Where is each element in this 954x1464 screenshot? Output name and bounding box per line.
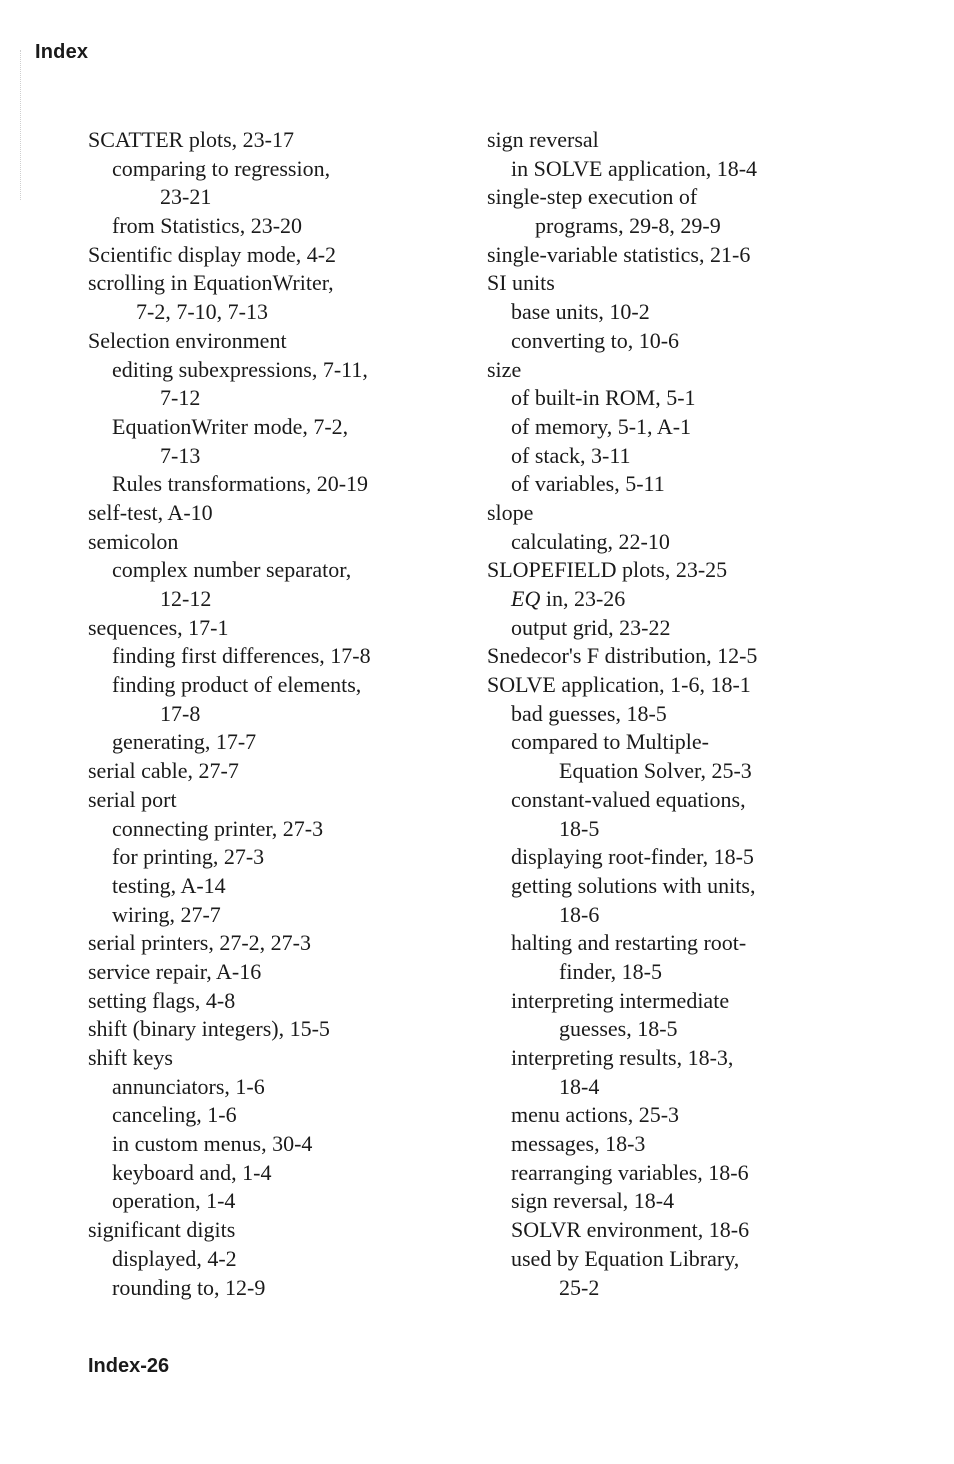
index-entry: serial port xyxy=(88,786,177,812)
index-entry: shift keys xyxy=(88,1045,173,1070)
page-number: Index-26 xyxy=(88,1355,170,1377)
index-entry: Scientific display mode, 4-2 xyxy=(88,241,337,267)
index-entry: constant-valued equations, xyxy=(511,786,746,812)
index-entry: connecting printer, 27-3 xyxy=(112,815,324,841)
index-entry: Rules transformations, 20-19 xyxy=(112,471,369,497)
index-entry: from Statistics, 23-20 xyxy=(112,213,303,239)
index-entry: base units, 10-2 xyxy=(511,299,650,325)
index-entry: SOLVE application, 1-6, 18-1 xyxy=(487,672,751,698)
index-entry: single-variable statistics, 21-6 xyxy=(487,241,751,267)
index-entry: displayed, 4-2 xyxy=(112,1245,237,1271)
index-entry: testing, A-14 xyxy=(112,872,226,898)
index-entry: editing subexpressions, 7-11, xyxy=(112,356,368,382)
index-entry: in SOLVE application, 18-4 xyxy=(511,155,758,181)
index-entry: sequences, 17-1 xyxy=(88,614,229,640)
index-entry: annunciators, 1-6 xyxy=(112,1073,265,1099)
index-entry: sign reversal xyxy=(487,127,599,152)
index-entry: in custom menus, 30-4 xyxy=(112,1131,313,1157)
index-entry: self-test, A-10 xyxy=(88,499,213,525)
index-entry: Snedecor's F distribution, 12-5 xyxy=(487,643,758,669)
index-entry: 18-4 xyxy=(559,1073,600,1099)
index-entry: displaying root-finder, 18-5 xyxy=(511,844,754,870)
index-entry: SOLVR environment, 18-6 xyxy=(511,1217,750,1243)
index-entry: scrolling in EquationWriter, xyxy=(88,270,334,296)
index-entry: of stack, 3-11 xyxy=(511,442,631,468)
index-entry: 18-6 xyxy=(559,901,600,927)
margin-rule xyxy=(20,50,21,200)
index-entry: keyboard and, 1-4 xyxy=(112,1159,272,1185)
index-entry: semicolon xyxy=(88,528,179,554)
index-entry: significant digits xyxy=(88,1217,236,1243)
index-entry: serial cable, 27-7 xyxy=(88,758,239,784)
index-entry: generating, 17-7 xyxy=(112,729,257,755)
index-entry: single-step execution of xyxy=(487,184,698,210)
index-entry: getting solutions with units, xyxy=(511,872,756,898)
index-entry: serial printers, 27-2, 27-3 xyxy=(88,930,311,956)
index-entry: programs, 29-8, 29-9 xyxy=(535,213,721,239)
index-entry: 23-21 xyxy=(160,184,212,210)
index-entry: finding first differences, 17-8 xyxy=(112,643,371,669)
index-entry: canceling, 1-6 xyxy=(112,1102,237,1128)
index-entry: setting flags, 4-8 xyxy=(88,987,236,1013)
index-entry: SI units xyxy=(487,270,555,296)
index-entry: bad guesses, 18-5 xyxy=(511,700,667,726)
index-entry: of variables, 5-11 xyxy=(511,471,665,497)
index-entry: menu actions, 25-3 xyxy=(511,1102,680,1128)
index-entry: Equation Solver, 25-3 xyxy=(559,758,752,784)
index-entry: rounding to, 12-9 xyxy=(112,1274,266,1300)
index-entry: 17-8 xyxy=(160,700,201,726)
index-entry: used by Equation Library, xyxy=(511,1245,740,1271)
index-entry: shift (binary integers), 15-5 xyxy=(88,1016,330,1042)
page-header: Index xyxy=(35,41,89,63)
index-entry: of built-in ROM, 5-1 xyxy=(511,385,696,411)
index-entry: SCATTER plots, 23-17 xyxy=(88,127,294,152)
index-entry: wiring, 27-7 xyxy=(112,901,221,927)
index-entry: SLOPEFIELD plots, 23-25 xyxy=(487,557,728,583)
index-entry: compared to Multiple- xyxy=(511,729,709,755)
index-entry: calculating, 22-10 xyxy=(511,528,670,554)
index-entry: interpreting intermediate xyxy=(511,987,730,1013)
index-entry: for printing, 27-3 xyxy=(112,844,265,870)
index-entry: 7-12 xyxy=(160,385,201,411)
index-entry: complex number separator, xyxy=(112,557,352,583)
index-column-right xyxy=(487,126,847,1302)
index-entry: EquationWriter mode, 7-2, xyxy=(112,413,349,439)
index-entry: messages, 18-3 xyxy=(511,1131,646,1157)
index-entry: service repair, A-16 xyxy=(88,958,262,984)
index-entry: interpreting results, 18-3, xyxy=(511,1045,734,1070)
index-entry: operation, 1-4 xyxy=(112,1188,236,1214)
index-entry: guesses, 18-5 xyxy=(559,1016,678,1042)
index-entry: comparing to regression, xyxy=(112,155,331,181)
index-entry: 25-2 xyxy=(559,1274,600,1300)
index-entry: halting and restarting root- xyxy=(511,930,747,956)
index-entry: rearranging variables, 18-6 xyxy=(511,1159,749,1185)
index-entry: finder, 18-5 xyxy=(559,958,662,984)
index-entry: of memory, 5-1, A-1 xyxy=(511,413,692,439)
index-entry: converting to, 10-6 xyxy=(511,327,680,353)
index-entry: slope xyxy=(487,499,534,525)
index-entry: 12-12 xyxy=(160,586,212,611)
index-entry: sign reversal, 18-4 xyxy=(511,1188,675,1214)
index-entry: 7-2, 7-10, 7-13 xyxy=(136,299,268,325)
index-entry: output grid, 23-22 xyxy=(511,614,671,640)
index-entry: EQ in, 23-26 xyxy=(511,586,626,611)
index-entry: 18-5 xyxy=(559,815,600,841)
index-entry: finding product of elements, xyxy=(112,672,362,698)
index-entry: 7-13 xyxy=(160,442,201,468)
index-entry: size xyxy=(487,356,522,382)
index-entry: Selection environment xyxy=(88,327,287,353)
variable-name: EQ xyxy=(511,586,541,611)
index-column-left xyxy=(88,126,448,1302)
